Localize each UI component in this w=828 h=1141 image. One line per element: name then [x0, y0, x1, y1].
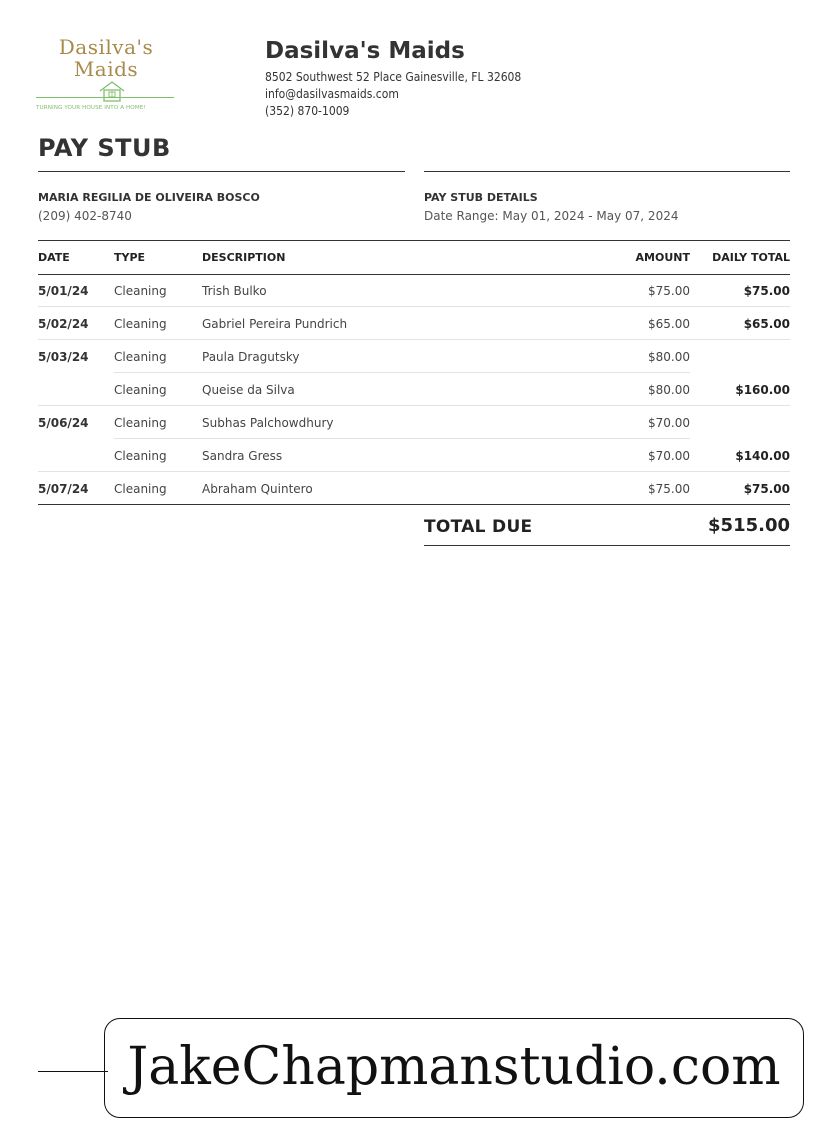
header-date: DATE [38, 251, 70, 264]
cell-type: Cleaning [114, 284, 167, 298]
cell-date: 5/07/24 [38, 482, 89, 496]
employee-name: MARIA REGILIA DE OLIVEIRA BOSCO [38, 191, 260, 204]
cell-description: Sandra Gress [202, 449, 283, 463]
table-row [38, 274, 790, 307]
cell-amount: $80.00 [648, 383, 690, 397]
cell-description: Queise da Silva [202, 383, 295, 397]
cell-amount: $75.00 [648, 284, 690, 298]
table-bottom-rule [38, 504, 790, 505]
table-row [38, 307, 790, 340]
header-daily-total: DAILY TOTAL [712, 251, 790, 264]
cell-daily-total: $75.00 [743, 482, 790, 496]
house-icon [98, 80, 126, 102]
cell-date: 5/03/24 [38, 350, 89, 364]
company-phone: (352) 870-1009 [265, 104, 350, 118]
cell-daily-total: $140.00 [735, 449, 790, 463]
logo-text-line2: Maids [73, 57, 139, 81]
cell-amount: $70.00 [648, 416, 690, 430]
table-row [38, 472, 790, 505]
cell-description: Trish Bulko [202, 284, 267, 298]
total-due-value: $515.00 [708, 515, 790, 536]
watermark-line [38, 1071, 108, 1072]
watermark-text: JakeChapmanstudio.com [127, 1037, 781, 1097]
table-header [38, 240, 790, 275]
divider-right [424, 171, 790, 172]
cell-amount: $70.00 [648, 449, 690, 463]
cell-date: 5/01/24 [38, 284, 89, 298]
cell-amount: $75.00 [648, 482, 690, 496]
table-row [38, 406, 790, 439]
logo-text-line1: Dasilva's [58, 35, 154, 59]
cell-type: Cleaning [114, 317, 167, 331]
cell-amount: $80.00 [648, 350, 690, 364]
cell-daily-total: $160.00 [735, 383, 790, 397]
cell-daily-total: $75.00 [743, 284, 790, 298]
company-name: Dasilva's Maids [265, 38, 465, 64]
table-row [38, 340, 790, 373]
cell-type: Cleaning [114, 416, 167, 430]
page-title: PAY STUB [38, 134, 171, 162]
total-underline [424, 545, 790, 546]
cell-date: 5/02/24 [38, 317, 89, 331]
details-heading: PAY STUB DETAILS [424, 191, 538, 204]
divider-left [38, 171, 405, 172]
date-range: Date Range: May 01, 2024 - May 07, 2024 [424, 209, 679, 223]
employee-phone: (209) 402-8740 [38, 209, 132, 223]
logo-divider [36, 97, 174, 98]
cell-date: 5/06/24 [38, 416, 89, 430]
cell-type: Cleaning [114, 350, 167, 364]
logo-tagline: TURNING YOUR HOUSE INTO A HOME! [36, 105, 146, 111]
header-description: DESCRIPTION [202, 251, 286, 264]
cell-description: Subhas Palchowdhury [202, 416, 334, 430]
header-type: TYPE [114, 251, 146, 264]
total-due-label: TOTAL DUE [424, 517, 533, 537]
table-row [38, 439, 790, 472]
cell-daily-total: $65.00 [743, 317, 790, 331]
cell-description: Paula Dragutsky [202, 350, 300, 364]
cell-type: Cleaning [114, 383, 167, 397]
cell-type: Cleaning [114, 482, 167, 496]
cell-type: Cleaning [114, 449, 167, 463]
cell-description: Gabriel Pereira Pundrich [202, 317, 348, 331]
table-row [38, 373, 790, 406]
company-address: 8502 Southwest 52 Place Gainesville, FL 32608 [265, 70, 522, 84]
company-email: info@dasilvasmaids.com [265, 87, 399, 101]
company-logo [36, 36, 196, 120]
cell-amount: $65.00 [648, 317, 690, 331]
header-amount: AMOUNT [635, 251, 690, 264]
cell-description: Abraham Quintero [202, 482, 313, 496]
watermark-box [104, 1018, 804, 1118]
